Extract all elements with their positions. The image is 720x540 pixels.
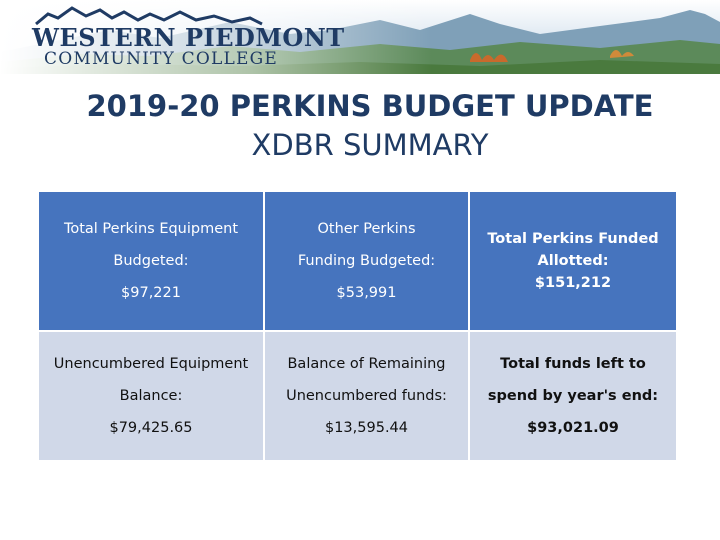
logo-college-name: WESTERN PIEDMONT	[32, 23, 345, 52]
remaining-funds-balance-cell	[264, 331, 469, 461]
cell-value: $53,991	[336, 285, 397, 301]
cell-value: $93,021.09	[527, 420, 619, 436]
total-funds-left-cell	[469, 331, 677, 461]
cell-label: Balance of Remaining	[287, 356, 446, 372]
cell-label: Unencumbered funds:	[286, 388, 447, 404]
total-funded-allotted-cell	[469, 191, 677, 331]
cell-label: Other Perkins	[317, 221, 416, 237]
table-row	[38, 331, 677, 461]
cell-value: $13,595.44	[324, 420, 409, 436]
cell-label: Unencumbered Equipment	[53, 356, 249, 372]
cell-value: $151,212	[534, 275, 612, 291]
table-row	[38, 191, 677, 331]
cell-label: spend by year's end:	[487, 388, 659, 404]
cell-label: Balance:	[119, 388, 183, 404]
title-line-2: XDBR SUMMARY	[251, 128, 489, 162]
slide-title	[0, 86, 720, 164]
other-funding-budgeted-cell	[264, 191, 469, 331]
budget-summary-table	[37, 190, 678, 462]
cell-label: Allotted:	[537, 253, 609, 269]
cell-label: Total funds left to	[500, 356, 646, 372]
cell-value: $79,425.65	[109, 420, 193, 436]
equipment-balance-cell	[38, 331, 264, 461]
cell-label: Budgeted:	[113, 253, 189, 269]
college-logo	[32, 23, 345, 69]
cell-label: Funding Budgeted:	[297, 253, 436, 269]
cell-label: Total Perkins Equipment	[63, 221, 239, 237]
cell-label: Total Perkins Funded	[487, 231, 659, 247]
cell-value: $97,221	[121, 285, 181, 301]
logo-college-subtitle: COMMUNITY COLLEGE	[44, 49, 278, 69]
title-line-1: 2019-20 PERKINS BUDGET UPDATE	[86, 89, 654, 123]
equipment-budgeted-cell	[38, 191, 264, 331]
header-banner	[0, 0, 720, 74]
